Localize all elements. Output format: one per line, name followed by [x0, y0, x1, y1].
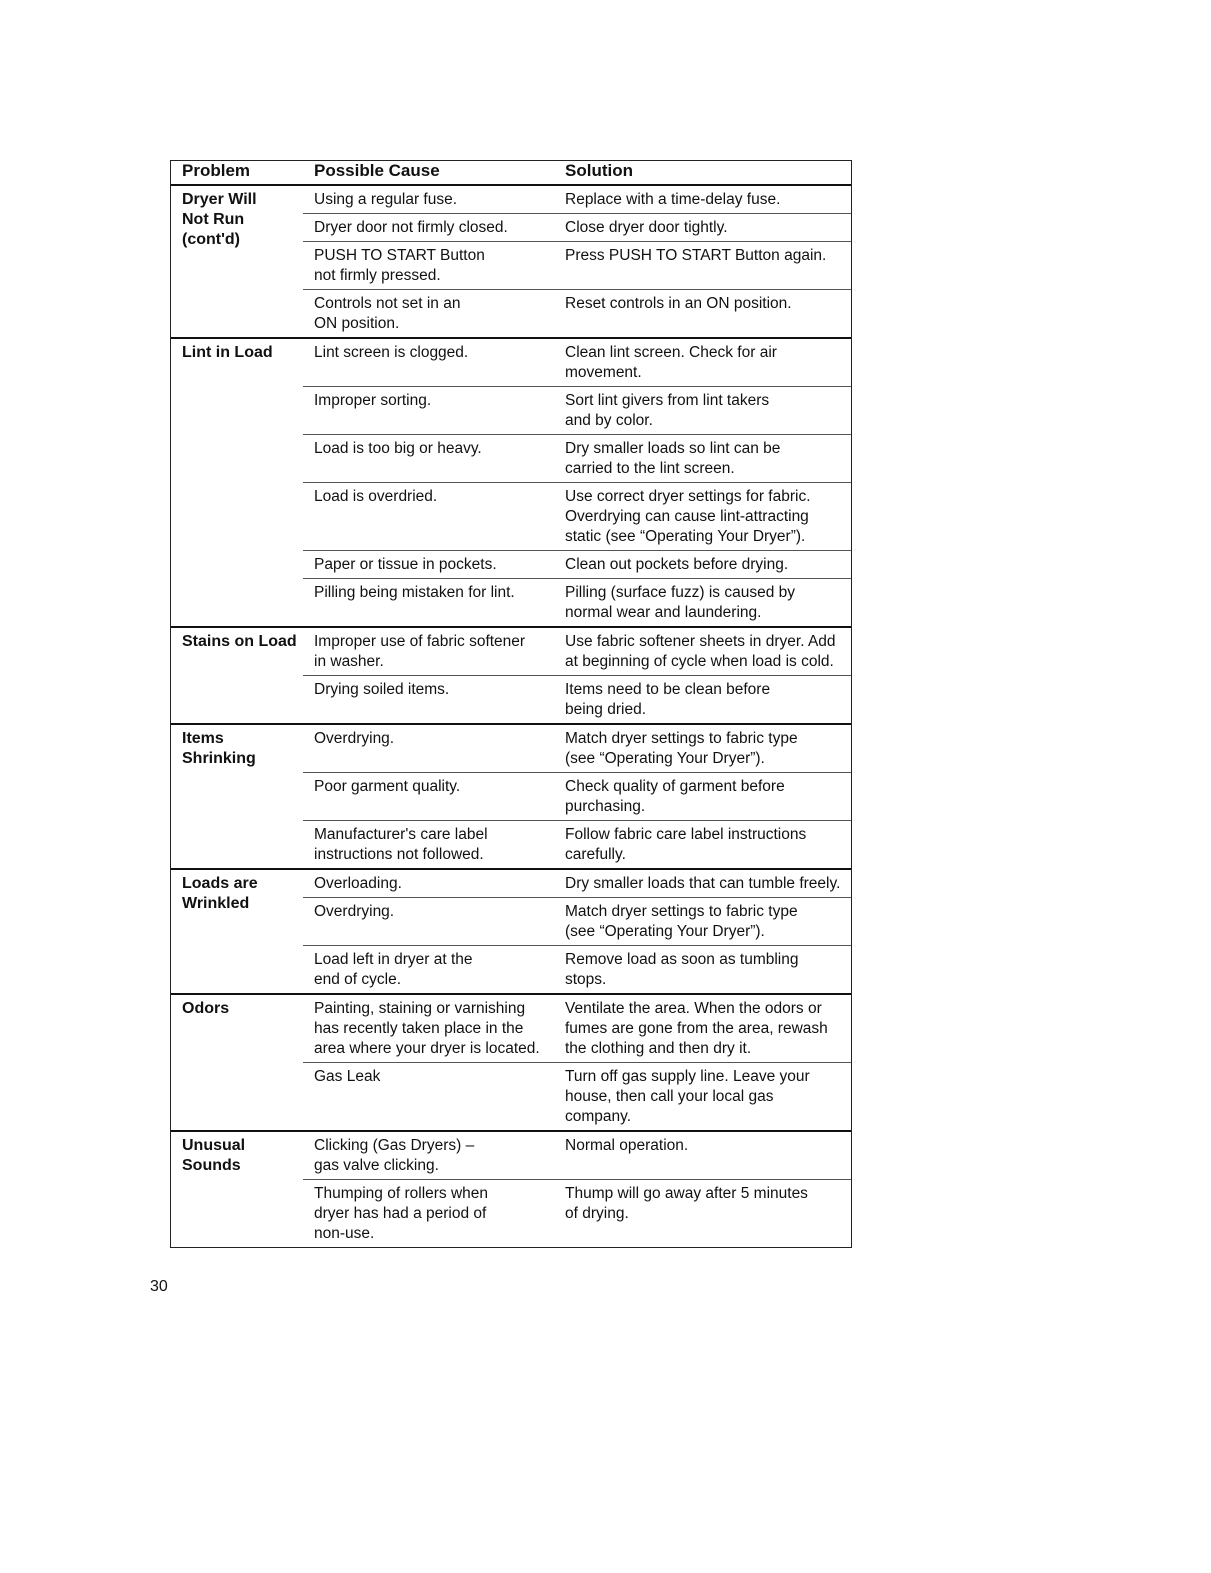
possible-cause-cell: Overdrying. [314, 903, 395, 920]
possible-cause-cell: Poor garment quality. [314, 778, 461, 795]
solution-cell: Dry smaller loads so lint can be carried to the lint screen. [565, 440, 781, 477]
problem-label: Unusual Sounds [182, 1137, 246, 1174]
table-row [303, 1132, 851, 1180]
table-row [303, 821, 851, 868]
cause-solution-rows [303, 186, 851, 337]
table-row [303, 946, 851, 993]
problem-label: Items Shrinking [182, 730, 256, 767]
problem-section [171, 995, 851, 1132]
possible-cause-cell: Paper or tissue in pockets. [314, 556, 497, 573]
possible-cause-cell: Pilling being mistaken for lint. [314, 584, 515, 601]
cause-solution-rows [303, 870, 851, 993]
table-row [303, 339, 851, 387]
page-number: 30 [150, 1278, 168, 1295]
table-header [171, 161, 851, 186]
solution-cell: Remove load as soon as tumbling stops. [565, 951, 799, 988]
problem-label: Lint in Load [182, 344, 273, 361]
possible-cause-cell: Manufacturer's care label instructions not followed. [314, 826, 488, 863]
problem-section [171, 186, 851, 339]
table-row [303, 214, 851, 242]
possible-cause-cell: Using a regular fuse. [314, 191, 458, 208]
table-row [303, 290, 851, 337]
possible-cause-cell: Load left in dryer at the end of cycle. [314, 951, 473, 988]
table-row [303, 628, 851, 676]
cause-solution-rows [303, 1132, 851, 1247]
solution-cell: Dry smaller loads that can tumble freely. [565, 875, 841, 892]
table-body [171, 186, 851, 1247]
solution-cell: Items need to be clean before being dried. [565, 681, 771, 718]
possible-cause-cell: Lint screen is clogged. [314, 344, 469, 361]
table-row [303, 773, 851, 821]
solution-cell: Clean out pockets before drying. [565, 556, 789, 573]
possible-cause-cell: Thumping of rollers when dryer has had a period of non-use. [314, 1185, 489, 1242]
possible-cause-cell: Overloading. [314, 875, 402, 892]
solution-cell: Thump will go away after 5 minutes of drying. [565, 1185, 808, 1222]
table-row [303, 579, 851, 626]
problem-section [171, 725, 851, 870]
problem-section [171, 628, 851, 725]
solution-cell: Match dryer settings to fabric type (see “Operating Your Dryer”). [565, 903, 798, 940]
solution-cell: Check quality of garment before purchasing. [565, 778, 785, 815]
table-row [303, 870, 851, 898]
problem-label: Dryer Will Not Run (cont'd) [182, 191, 257, 248]
table-row [303, 551, 851, 579]
problem-section [171, 870, 851, 995]
table-row [303, 387, 851, 435]
problem-label: Stains on Load [182, 633, 297, 650]
solution-cell: Reset controls in an ON position. [565, 295, 792, 312]
table-row [303, 898, 851, 946]
table-row [303, 483, 851, 551]
possible-cause-cell: PUSH TO START Button not firmly pressed. [314, 247, 485, 284]
header-problem: Problem [182, 161, 251, 180]
possible-cause-cell: Controls not set in an ON position. [314, 295, 461, 332]
table-row [303, 676, 851, 723]
cause-solution-rows [303, 995, 851, 1130]
solution-cell: Pilling (surface fuzz) is caused by normal wear and laundering. [565, 584, 796, 621]
solution-cell: Turn off gas supply line. Leave your house, then call your local gas company. [565, 1068, 810, 1125]
solution-cell: Close dryer door tightly. [565, 219, 728, 236]
problem-label: Loads are Wrinkled [182, 875, 258, 912]
solution-cell: Ventilate the area. When the odors or fumes are gone from the area, rewash the clothing and then dry it. [565, 1000, 828, 1057]
cause-solution-rows [303, 628, 851, 723]
solution-cell: Normal operation. [565, 1137, 689, 1154]
solution-cell: Clean lint screen. Check for air movement. [565, 344, 777, 381]
table-row [303, 725, 851, 773]
table-row [303, 1180, 851, 1247]
table-row [303, 995, 851, 1063]
possible-cause-cell: Gas Leak [314, 1068, 381, 1085]
table-row [303, 242, 851, 290]
possible-cause-cell: Overdrying. [314, 730, 395, 747]
troubleshooting-table [170, 160, 852, 1248]
possible-cause-cell: Clicking (Gas Dryers) – gas valve clicking. [314, 1137, 475, 1174]
possible-cause-cell: Load is too big or heavy. [314, 440, 482, 457]
table-row [303, 186, 851, 214]
solution-cell: Use fabric softener sheets in dryer. Add at beginning of cycle when load is cold. [565, 633, 836, 670]
header-solution: Solution [565, 161, 633, 180]
solution-cell: Sort lint givers from lint takers and by color. [565, 392, 770, 429]
table-row [303, 435, 851, 483]
solution-cell: Replace with a time-delay fuse. [565, 191, 781, 208]
solution-cell: Match dryer settings to fabric type (see “Operating Your Dryer”). [565, 730, 798, 767]
solution-cell: Follow fabric care label instructions carefully. [565, 826, 807, 863]
solution-cell: Press PUSH TO START Button again. [565, 247, 827, 264]
cause-solution-rows [303, 339, 851, 626]
table-row [303, 1063, 851, 1130]
problem-section [171, 339, 851, 628]
cause-solution-rows [303, 725, 851, 868]
possible-cause-cell: Dryer door not firmly closed. [314, 219, 508, 236]
problem-section [171, 1132, 851, 1247]
possible-cause-cell: Drying soiled items. [314, 681, 450, 698]
possible-cause-cell: Load is overdried. [314, 488, 438, 505]
possible-cause-cell: Improper sorting. [314, 392, 432, 409]
problem-label: Odors [182, 1000, 230, 1017]
header-possible-cause: Possible Cause [314, 161, 440, 180]
possible-cause-cell: Painting, staining or varnishing has recently taken place in the area where your dryer is located. [314, 1000, 540, 1057]
solution-cell: Use correct dryer settings for fabric. Overdrying can cause lint-attracting static (see “Operating Your Dryer”). [565, 488, 811, 545]
possible-cause-cell: Improper use of fabric softener in washer. [314, 633, 526, 670]
